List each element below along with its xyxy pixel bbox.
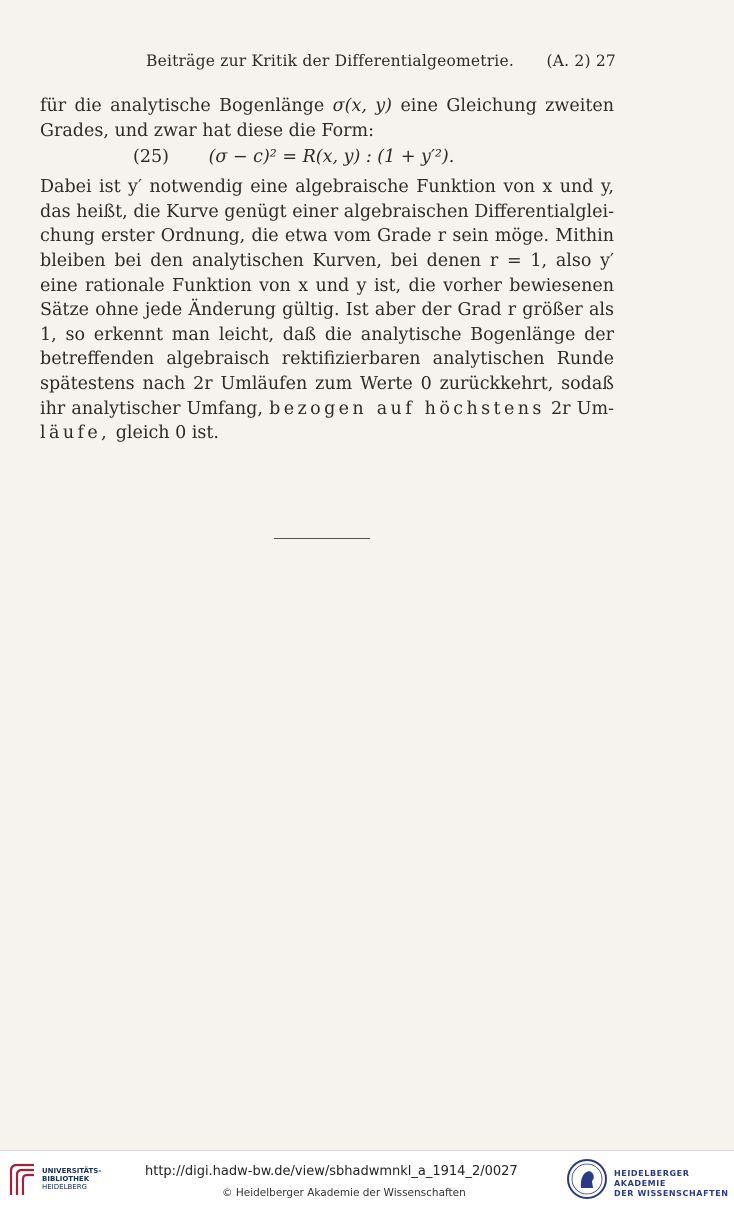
section-end-rule (274, 538, 370, 539)
university-library-logo-icon (8, 1161, 38, 1197)
academy-line: DER WISSENSCHAFTEN (614, 1189, 729, 1198)
text-fragment: eine Gleichung zweiten (400, 96, 614, 116)
permalink-url[interactable]: http://digi.hadw-bw.de/view/sbhadwmnkl_a_1914_2/0027 (145, 1164, 518, 1179)
text-line: betreffenden algebraisch rektifizierbaren analytischen Runde (40, 349, 614, 370)
running-head-title: Beiträge zur Kritik der Differentialgeometrie. (146, 52, 514, 70)
body-text (40, 94, 614, 446)
equation-number: (25) (133, 147, 169, 168)
text-fragment: 2r Um- (551, 398, 614, 419)
academy-line: HEIDELBERGER AKADEMIE (614, 1169, 690, 1188)
text-line: spätestens nach 2r Umläufen zum Werte 0 zurückkehrt, sodaß (40, 373, 614, 394)
text-line: Sätze ohne jede Änderung gültig. Ist aber der Grad r größer als (40, 300, 614, 321)
equation-formula: (σ − c)² = R(x, y) : (1 + y′²). (208, 147, 455, 168)
math-sigma-xy: σ(x, y) (332, 96, 393, 116)
text-line: eine rationale Funktion von x und y ist, die vorher bewiesenen (40, 275, 614, 296)
academy-seal-icon (566, 1158, 608, 1200)
text-fragment: für die analytische Bogenlänge (40, 96, 325, 116)
text-line: bleiben bei den analytischen Kurven, bei denen r = 1, also y′ (40, 250, 614, 271)
spaced-emphasis: läufe, (40, 423, 111, 444)
text-fragment: ihr analytischer Umfang, (40, 398, 263, 419)
university-library-name (42, 1167, 101, 1191)
ub-line: HEIDELBERG (42, 1183, 87, 1191)
ub-line: UNIVERSITÄTS- (42, 1167, 102, 1175)
text-line (40, 397, 614, 422)
text-line: Dabei ist y′ notwendig eine algebraische Funktion von x und y, (40, 177, 614, 198)
spaced-emphasis: bezogen auf höchstens (269, 398, 545, 419)
text-fragment: gleich 0 ist. (115, 423, 219, 444)
copyright-notice: © Heidelberger Akademie der Wissenschaften (222, 1187, 466, 1199)
equation-25 (40, 145, 614, 171)
academy-name (614, 1169, 734, 1199)
viewer-footer (0, 1150, 734, 1206)
text-line: 1, so erkennt man leicht, daß die analytische Bogenlänge der (40, 324, 614, 345)
text-line (40, 421, 614, 446)
text-line: Grades, und zwar hat diese die Form: (40, 120, 374, 141)
page-number: (A. 2) 27 (546, 52, 616, 70)
text-line: das heißt, die Kurve genügt einer algebraischen Differentialglei- (40, 201, 614, 222)
text-line: chung erster Ordnung, die etwa vom Grade r sein möge. Mithin (40, 226, 614, 247)
ub-line: BIBLIOTHEK (42, 1175, 90, 1183)
text-line (40, 94, 614, 119)
